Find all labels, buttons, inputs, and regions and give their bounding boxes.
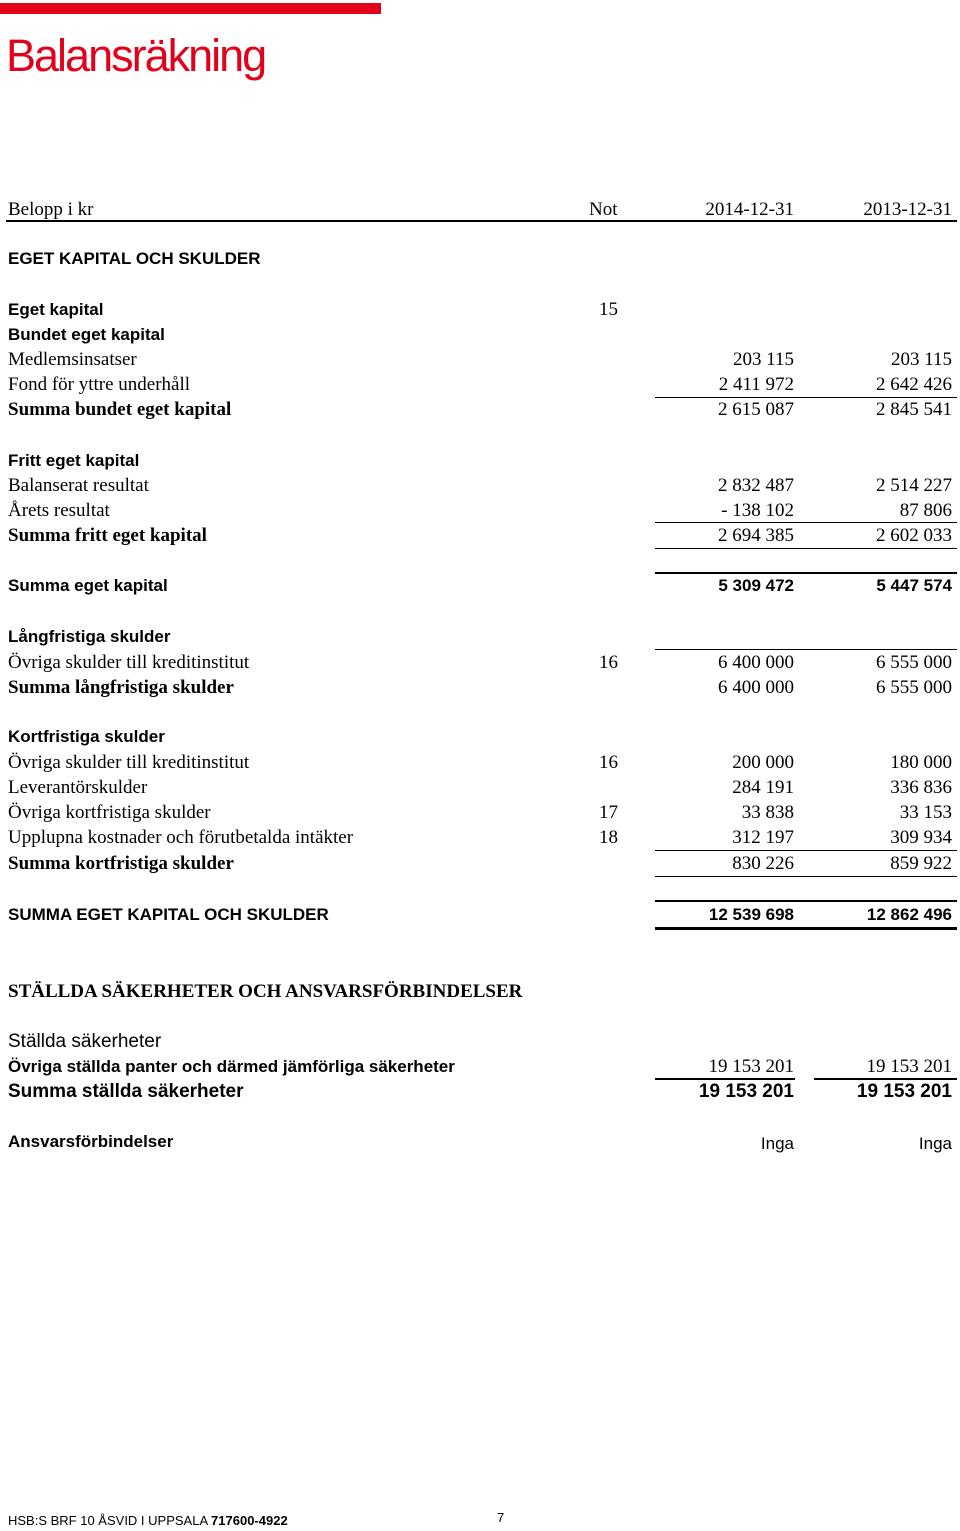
bundet-heading (0, 322, 960, 347)
total-label: Summa eget kapital (8, 576, 168, 595)
sum-label: Summa ställda säkerheter (8, 1081, 244, 1102)
footer-org-name: HSB:S BRF 10 ÅSVID I UPPSALA (8, 1513, 208, 1528)
langfristiga-heading (0, 624, 960, 649)
ansvar-row (0, 1129, 960, 1154)
row-label: Fond för yttre underhåll (8, 374, 191, 395)
row-label: Övriga ställda panter och därmed jämförliga säkerheter (8, 1057, 455, 1076)
header-label: Belopp i kr (8, 199, 94, 220)
page-title: Balansräkning (6, 30, 266, 81)
ansvar-value-2014: Inga (760, 1134, 794, 1153)
sum-value-2013: 19 153 201 (856, 1081, 952, 1102)
row-value-2013: 2 514 227 (876, 475, 952, 496)
row-label: Övriga kortfristiga skulder (8, 802, 211, 823)
row-value-2013: 6 555 000 (876, 652, 952, 673)
section-label: STÄLLDA SÄKERHETER OCH ANSVARSFÖRBINDELSER (8, 981, 523, 1002)
heading-label: Fritt eget kapital (8, 451, 140, 470)
table-row (0, 825, 960, 850)
grand-total-value-2014: 12 539 698 (708, 905, 794, 924)
row-value-2014: 19 153 201 (708, 1056, 794, 1077)
sum-value-2014: 2 615 087 (718, 399, 794, 420)
sum-rule (655, 649, 957, 650)
total-value-2014: 5 309 472 (718, 576, 794, 595)
row-value-2014: 2 832 487 (718, 475, 794, 496)
sum-label: Summa kortfristiga skulder (8, 853, 234, 874)
sum-rule (655, 876, 957, 877)
sum-rule (655, 548, 957, 549)
row-value-2013: 336 836 (890, 777, 952, 798)
row-label: Medlemsinsatser (8, 349, 137, 370)
total-value-2013: 5 447 574 (876, 576, 952, 595)
row-label: Övriga skulder till kreditinstitut (8, 652, 250, 673)
row-label: Balanserat resultat (8, 475, 149, 496)
sum-value-2014: 19 153 201 (698, 1081, 794, 1102)
heading-label: Kortfristiga skulder (8, 727, 165, 746)
row-value-2014: - 138 102 (721, 500, 794, 521)
footer-org-number: 717600-4922 (211, 1513, 288, 1528)
row-value-2013: 87 806 (899, 500, 952, 521)
table-row (0, 750, 960, 775)
row-label: Årets resultat (8, 500, 110, 521)
page-number: 7 (497, 1510, 505, 1525)
row-value-2013: 309 934 (890, 827, 952, 848)
sum-value-2013: 859 922 (890, 853, 952, 874)
sum-value-2014: 2 694 385 (718, 525, 794, 546)
stallda-heading (0, 1029, 960, 1054)
sum-row (0, 397, 960, 422)
row-label: Leverantörskulder (8, 777, 148, 798)
section-heading (0, 246, 960, 271)
sum-row (0, 523, 960, 548)
table-row (0, 800, 960, 825)
kortfristiga-heading (0, 724, 960, 749)
header-col1: 2014-12-31 (705, 199, 794, 220)
sum-value-2014: 6 400 000 (718, 677, 794, 698)
table-row (0, 473, 960, 498)
table-row (0, 347, 960, 372)
ansvar-label: Ansvarsförbindelser (8, 1132, 174, 1151)
heading-label: Bundet eget kapital (8, 325, 165, 344)
footer-org (8, 1511, 288, 1531)
sum-label: Summa fritt eget kapital (8, 525, 207, 546)
sum-value-2013: 6 555 000 (876, 677, 952, 698)
sum-row (0, 1079, 960, 1104)
table-row (0, 498, 960, 523)
sum-value-2013: 2 602 033 (876, 525, 952, 546)
section-main-label: EGET KAPITAL OCH SKULDER (8, 249, 261, 268)
grand-total-label: SUMMA EGET KAPITAL OCH SKULDER (8, 905, 329, 924)
row-value-2014: 203 115 (732, 349, 794, 370)
table-row (0, 775, 960, 800)
note-number: 18 (599, 827, 618, 848)
table-row (0, 372, 960, 397)
note-number: 16 (599, 652, 618, 673)
grand-total-bottom-rule (655, 927, 957, 930)
row-value-2014: 200 000 (732, 752, 794, 773)
fritt-heading (0, 448, 960, 473)
eget-kapital-heading (0, 297, 960, 322)
row-value-2013: 180 000 (890, 752, 952, 773)
note-number: 16 (599, 752, 618, 773)
table-row (0, 1054, 960, 1079)
header-red-bar (0, 3, 381, 14)
grand-total-row (0, 902, 960, 927)
row-value-2014: 284 191 (732, 777, 794, 798)
row-value-2013: 33 153 (899, 802, 952, 823)
sum-label: Summa bundet eget kapital (8, 399, 232, 420)
heading-label: Eget kapital (8, 300, 104, 319)
row-label: Övriga skulder till kreditinstitut (8, 752, 250, 773)
grand-total-value-2013: 12 862 496 (866, 905, 952, 924)
sum-value-2013: 2 845 541 (876, 399, 952, 420)
header-rule (6, 220, 957, 222)
header-not: Not (589, 199, 618, 220)
row-value-2014: 312 197 (732, 827, 794, 848)
note-number: 15 (599, 299, 618, 320)
table-row (0, 650, 960, 675)
total-row (0, 573, 960, 598)
row-value-2014: 2 411 972 (718, 374, 794, 395)
sum-row (0, 851, 960, 876)
sum-label: Summa långfristiga skulder (8, 677, 234, 698)
row-value-2013: 2 642 426 (876, 374, 952, 395)
row-value-2013: 19 153 201 (866, 1056, 952, 1077)
sum-row (0, 675, 960, 700)
row-value-2014: 33 838 (741, 802, 794, 823)
row-label: Upplupna kostnader och förutbetalda intäkter (8, 827, 354, 848)
row-value-2013: 203 115 (890, 349, 952, 370)
sum-value-2014: 830 226 (732, 853, 794, 874)
ansvar-value-2013: Inga (918, 1134, 952, 1153)
row-value-2014: 6 400 000 (718, 652, 794, 673)
note-number: 17 (599, 802, 618, 823)
heading-label: Långfristiga skulder (8, 627, 171, 646)
header-col2: 2013-12-31 (863, 199, 952, 220)
heading-label: Ställda säkerheter (8, 1031, 162, 1052)
table-header (0, 197, 960, 222)
stallda-section-heading (0, 979, 960, 1004)
